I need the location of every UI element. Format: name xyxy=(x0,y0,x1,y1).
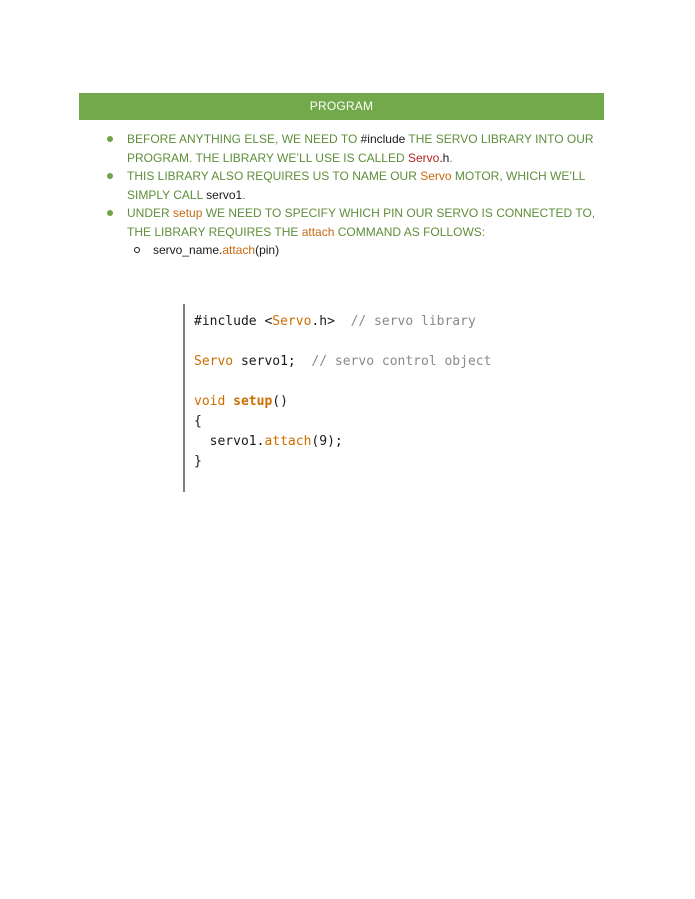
code-line-include: #include <Servo.h> // servo library xyxy=(194,314,476,329)
sub-list-item: servo_name.attach(pin) xyxy=(134,241,607,260)
code-comment: // servo control object xyxy=(311,354,492,369)
instruction-list xyxy=(107,130,607,260)
list-item: THIS LIBRARY ALSO REQUIRES US TO NAME OUR Servo MOTOR, WHICH WE’LL SIMPLY CALL servo1. xyxy=(107,167,607,204)
keyword-servo: Servo xyxy=(420,169,452,183)
bullet-dot-icon xyxy=(107,173,113,179)
section-header xyxy=(79,93,604,120)
list-item: UNDER setup WE NEED TO SPECIFY WHICH PIN OUR SERVO IS CONNECTED TO, THE LIBRARY REQUIRES THE attach COMMAND AS FOLLOWS: xyxy=(107,204,607,241)
code-comment: // servo library xyxy=(350,314,476,329)
code-snippet xyxy=(183,304,525,492)
section-title: PROGRAM xyxy=(309,99,374,113)
code-line-declaration: Servo servo1; // servo control object xyxy=(194,354,492,369)
keyword-servo1: servo1 xyxy=(206,187,243,202)
code-line-close-brace: } xyxy=(194,454,202,469)
keyword-attach: attach xyxy=(301,224,335,239)
list-item: BEFORE ANYTHING ELSE, WE NEED TO #include THE SERVO LIBRARY INTO OUR PROGRAM. THE LIBRARY WE’LL USE IS CALLED Servo.h. xyxy=(107,130,607,167)
keyword-attach: attach xyxy=(222,243,256,257)
code-line-setup: void setup() xyxy=(194,394,288,409)
keyword-include: #include xyxy=(360,132,406,146)
keyword-h-extension: .h xyxy=(439,150,450,165)
hollow-circle-bullet-icon xyxy=(134,247,140,253)
sub-list-container xyxy=(107,241,607,260)
code-line-attach: servo1.attach(9); xyxy=(194,434,343,449)
keyword-servo: Servo xyxy=(407,150,440,165)
sub-list xyxy=(107,241,607,260)
code-line-open-brace: { xyxy=(194,414,202,429)
keyword-setup: setup xyxy=(173,206,203,220)
bullet-dot-icon xyxy=(107,136,113,142)
bullet-dot-icon xyxy=(107,210,113,216)
